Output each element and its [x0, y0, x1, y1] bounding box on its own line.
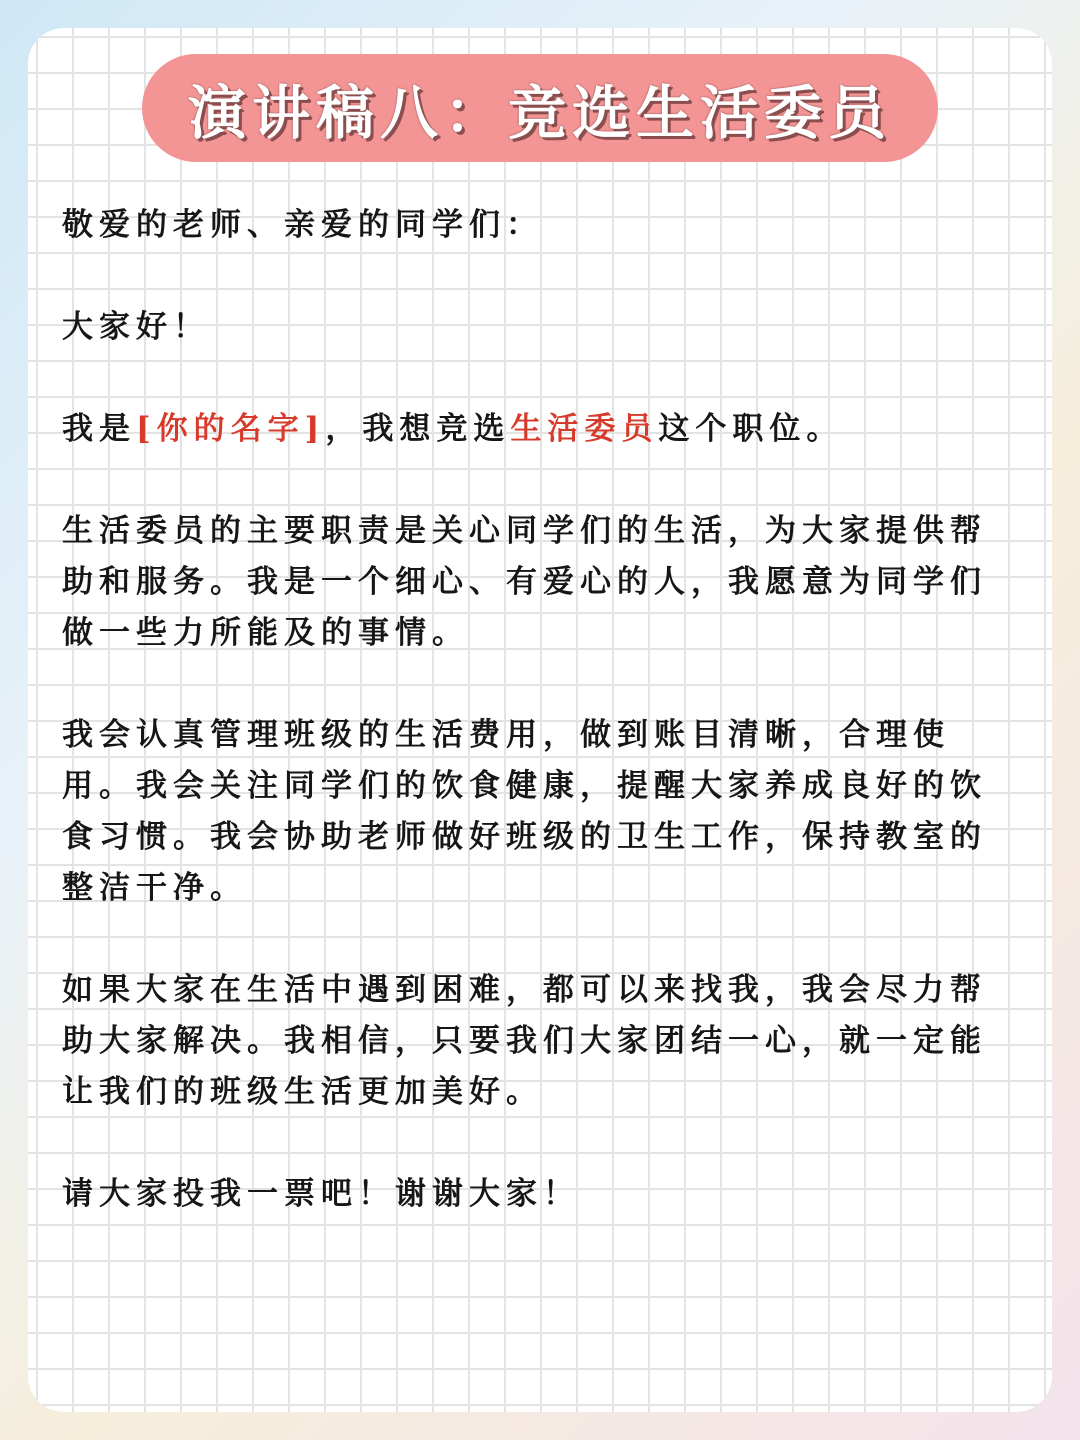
- help-paragraph: 如果大家在生活中遇到困难，都可以来找我，我会尽力帮助大家解决。我相信，只要我们大家团结一心，就一定能让我们的班级生活更加美好。: [62, 972, 987, 1110]
- grid-paper-card: [28, 28, 1052, 1412]
- page-title: 演讲稿八：竞选生活委员: [187, 79, 892, 147]
- greeting: 敬爱的老师、亲爱的同学们：: [62, 207, 543, 243]
- hello-line: 大家好！: [62, 309, 210, 345]
- closing-line: 请大家投我一票吧！谢谢大家！: [62, 1176, 580, 1212]
- position-highlight: 生活委员: [510, 411, 659, 447]
- intro-text-1: 我是: [62, 411, 136, 447]
- intro-paragraph: [62, 404, 992, 455]
- speech-body: [62, 200, 992, 1271]
- duties-paragraph: 生活委员的主要职责是关心同学们的生活，为大家提供帮助和服务。我是一个细心、有爱心的人，我愿意为同学们做一些力所能及的事情。: [62, 513, 987, 651]
- title-banner: [142, 54, 938, 162]
- name-placeholder: [你的名字]: [136, 411, 326, 447]
- intro-text-3: 这个职位。: [658, 411, 844, 447]
- plans-paragraph: 我会认真管理班级的生活费用，做到账目清晰，合理使用。我会关注同学们的饮食健康，提醒大家养成良好的饮食习惯。我会协助老师做好班级的卫生工作，保持教室的整洁干净。: [62, 717, 987, 906]
- intro-text-2: ，我想竞选: [325, 411, 511, 447]
